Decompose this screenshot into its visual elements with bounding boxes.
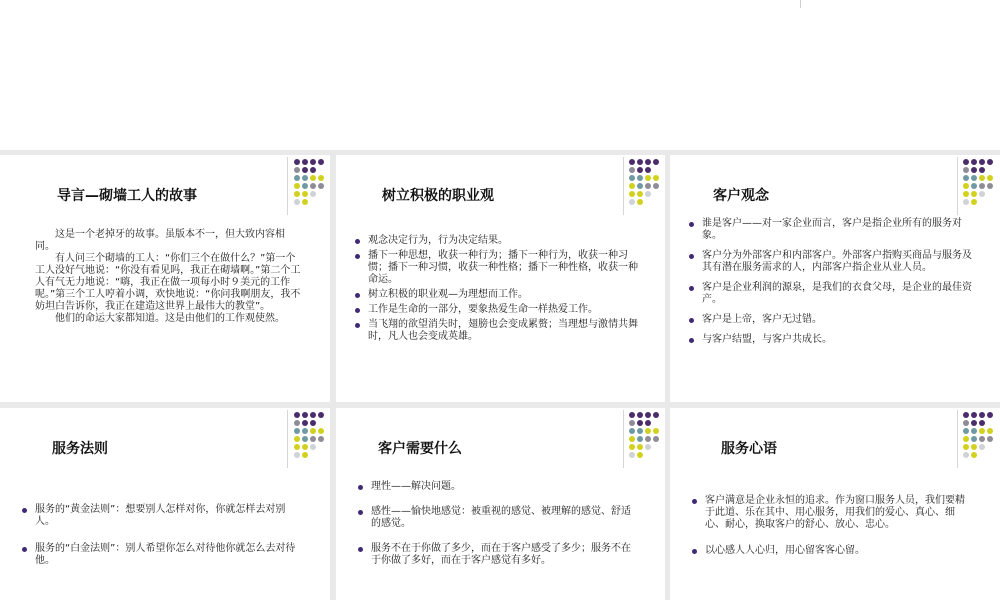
dot — [302, 183, 308, 189]
dot — [979, 428, 985, 434]
dot — [645, 436, 651, 442]
slide-title: 服务心语 — [721, 441, 777, 457]
dot — [318, 175, 324, 181]
dot — [637, 199, 643, 205]
dot — [653, 183, 659, 189]
top-divider — [800, 0, 801, 8]
list-item: 客户是上帝，客户无过错。 — [689, 314, 981, 326]
slide-title: 服务法则 — [52, 441, 108, 457]
list-item: 工作是生命的一部分，要象热爱生命一样热爱工作。 — [355, 304, 645, 316]
dot — [310, 167, 316, 173]
dot — [310, 452, 316, 458]
dot — [294, 175, 300, 181]
dot — [318, 191, 324, 197]
dot — [653, 420, 659, 426]
dot — [963, 452, 969, 458]
dot — [653, 428, 659, 434]
dot — [979, 199, 985, 205]
dot-grid-icon — [294, 159, 324, 205]
dot — [294, 199, 300, 205]
dot — [963, 175, 969, 181]
dot — [629, 452, 635, 458]
dot — [979, 412, 985, 418]
list-item: 播下一种思想，收获一种行为；播下一种行为，收获一种习惯；播下一种习惯，收获一种性格；播下一种性格，收获一种命运。 — [355, 250, 645, 286]
dot — [987, 436, 993, 442]
dot — [629, 159, 635, 165]
dot — [963, 436, 969, 442]
dot — [294, 159, 300, 165]
dot — [979, 452, 985, 458]
dot — [653, 159, 659, 165]
story-paragraph: 这是一个老掉牙的故事。虽版本不一，但大致内容相同。 — [35, 229, 285, 252]
dot — [979, 175, 985, 181]
dot — [645, 444, 651, 450]
dot — [629, 444, 635, 450]
story-paragraph: 他们的命运大家都知道。这是由他们的工作观使然。 — [55, 313, 285, 324]
bullet-list — [355, 235, 645, 343]
slide-thumbnail-2[interactable] — [336, 155, 665, 402]
dot — [987, 159, 993, 165]
dot — [302, 167, 308, 173]
dot — [637, 183, 643, 189]
dot — [971, 452, 977, 458]
dot — [963, 444, 969, 450]
dot — [963, 159, 969, 165]
dot-grid-icon — [629, 412, 659, 458]
dot — [987, 420, 993, 426]
dot — [637, 452, 643, 458]
dot — [963, 167, 969, 173]
dot — [971, 183, 977, 189]
dot — [318, 412, 324, 418]
dot — [318, 183, 324, 189]
dot — [629, 167, 635, 173]
list-item: 客户分为外部客户和内部客户。外部客户指购买商品与服务及其有潜在服务需求的人，内部客户指企业从业人员。 — [689, 250, 981, 274]
dot — [987, 183, 993, 189]
dot — [979, 436, 985, 442]
list-item: 理性——解决问题。 — [358, 481, 634, 493]
dot — [302, 436, 308, 442]
slide-title: 导言—砌墙工人的故事 — [57, 188, 197, 204]
dot — [653, 452, 659, 458]
dot — [971, 191, 977, 197]
dot — [318, 167, 324, 173]
dot — [637, 175, 643, 181]
dot — [987, 167, 993, 173]
dot — [645, 159, 651, 165]
list-item: 树立积极的职业观—为理想而工作。 — [355, 289, 645, 301]
dot — [629, 191, 635, 197]
dot — [294, 167, 300, 173]
dot — [294, 183, 300, 189]
dot — [963, 420, 969, 426]
dot — [963, 183, 969, 189]
dot — [653, 167, 659, 173]
dot — [971, 444, 977, 450]
dot — [318, 452, 324, 458]
slide-title: 客户需要什么 — [378, 441, 462, 457]
dot — [645, 452, 651, 458]
dot — [637, 420, 643, 426]
dot — [629, 183, 635, 189]
list-item: 服务的“白金法则”：别人希望你怎么对待他你就怎么去对待他。 — [22, 543, 304, 567]
dot — [971, 159, 977, 165]
dot — [318, 420, 324, 426]
dot-grid-icon — [963, 412, 993, 458]
bullet-list — [358, 481, 634, 567]
dot — [653, 444, 659, 450]
dot — [645, 175, 651, 181]
bullet-list — [692, 495, 974, 557]
list-item: 感性——愉快地感觉：被重视的感觉、被理解的感觉、舒适的感觉。 — [358, 506, 634, 530]
slide-thumbnail-3[interactable] — [670, 155, 1000, 402]
dot — [979, 420, 985, 426]
slide-thumbnail-1[interactable] — [0, 155, 330, 402]
dot — [637, 167, 643, 173]
dot — [302, 175, 308, 181]
dot — [302, 452, 308, 458]
dot — [971, 412, 977, 418]
dot — [637, 444, 643, 450]
slide-thumbnail-6[interactable] — [670, 408, 1000, 600]
dot — [963, 428, 969, 434]
list-item: 服务不在于你做了多少，而在于客户感受了多少；服务不在于你做了多好，而在于客户感觉有多好。 — [358, 543, 634, 567]
dot — [987, 191, 993, 197]
dot — [318, 436, 324, 442]
dot — [979, 167, 985, 173]
bullet-list — [689, 218, 981, 346]
dot — [979, 444, 985, 450]
dot — [310, 191, 316, 197]
list-item: 与客户结盟，与客户共成长。 — [689, 334, 981, 346]
dot — [971, 167, 977, 173]
dot — [310, 436, 316, 442]
dot-grid-icon — [294, 412, 324, 458]
slide-title: 树立积极的职业观 — [382, 188, 494, 204]
dot — [302, 444, 308, 450]
dot — [653, 436, 659, 442]
dot — [310, 175, 316, 181]
dot — [963, 412, 969, 418]
list-item: 谁是客户——对一家企业而言，客户是指企业所有的服务对象。 — [689, 218, 981, 242]
dot — [653, 191, 659, 197]
slide-divider-line — [623, 157, 624, 215]
slide-thumbnail-4[interactable] — [0, 408, 330, 600]
dot — [310, 199, 316, 205]
dot — [645, 412, 651, 418]
list-item: 当飞翔的欲望消失时，翅膀也会变成累赘；当理想与激情共舞时，凡人也会变成英雄。 — [355, 319, 645, 343]
dot — [971, 436, 977, 442]
list-item: 观念决定行为，行为决定结果。 — [355, 235, 645, 247]
dot — [987, 428, 993, 434]
story-text — [35, 229, 301, 325]
dot — [294, 444, 300, 450]
dot — [318, 444, 324, 450]
dot — [987, 199, 993, 205]
dot — [294, 412, 300, 418]
top-blank-slide — [0, 0, 1000, 150]
bullet-list — [22, 504, 304, 567]
list-item: 客户满意是企业永恒的追求。作为窗口服务人员，我们要精于此道、乐在其中、用心服务，用我们的爱心、真心、细心、耐心，换取客户的舒心、放心、忠心。 — [692, 495, 974, 531]
dot — [302, 420, 308, 426]
dot — [979, 183, 985, 189]
dot — [294, 420, 300, 426]
dot — [302, 191, 308, 197]
dot — [294, 191, 300, 197]
dot — [310, 420, 316, 426]
dot — [294, 428, 300, 434]
dot — [318, 199, 324, 205]
dot — [310, 159, 316, 165]
dot — [963, 191, 969, 197]
dot — [645, 191, 651, 197]
dot — [637, 191, 643, 197]
list-item: 客户是企业利润的源泉，是我们的衣食父母，是企业的最佳资产。 — [689, 282, 981, 306]
dot — [302, 412, 308, 418]
dot — [302, 159, 308, 165]
dot — [310, 183, 316, 189]
dot — [987, 444, 993, 450]
dot — [629, 420, 635, 426]
dot-grid-icon — [629, 159, 659, 205]
dot — [987, 412, 993, 418]
dot — [637, 428, 643, 434]
dot — [645, 428, 651, 434]
slide-divider-line — [287, 410, 288, 468]
dot — [294, 436, 300, 442]
dot — [629, 175, 635, 181]
dot — [629, 428, 635, 434]
slide-divider-line — [957, 157, 958, 215]
dot — [971, 428, 977, 434]
dot — [971, 175, 977, 181]
dot — [637, 412, 643, 418]
dot — [629, 199, 635, 205]
dot — [629, 412, 635, 418]
dot — [987, 452, 993, 458]
dot — [987, 175, 993, 181]
dot — [971, 199, 977, 205]
dot — [637, 436, 643, 442]
dot — [629, 436, 635, 442]
dot — [971, 420, 977, 426]
dot — [318, 428, 324, 434]
list-item: 服务的“黄金法则”：想要别人怎样对你，你就怎样去对别人。 — [22, 504, 304, 528]
slide-thumbnail-5[interactable] — [336, 408, 665, 600]
dot — [653, 175, 659, 181]
dot — [653, 412, 659, 418]
dot — [302, 428, 308, 434]
slide-divider-line — [957, 410, 958, 468]
dot — [645, 199, 651, 205]
dot — [979, 191, 985, 197]
dot — [310, 444, 316, 450]
dot — [645, 167, 651, 173]
dot-grid-icon — [963, 159, 993, 205]
story-paragraph: 有人问三个砌墙的工人：“你们三个在做什么？”第一个工人没好气地说：“你没有看见吗，我正在砌墙啊。”第二个工人有气无力地说：“嗨，我正在做一项每小时９美元的工作呢。”第三个工人哼着小调，欢快地说：“你问我啊朋友，我不妨坦白告诉你，我正在建造这世界上最伟大的教堂”。 — [35, 253, 301, 312]
dot — [653, 199, 659, 205]
dot — [979, 159, 985, 165]
list-item: 以心感人人心归，用心留客客心留。 — [692, 545, 974, 557]
dot — [645, 183, 651, 189]
dot — [963, 199, 969, 205]
dot — [302, 199, 308, 205]
dot — [318, 159, 324, 165]
dot — [637, 159, 643, 165]
slide-title: 客户观念 — [713, 188, 769, 204]
dot — [294, 452, 300, 458]
dot — [310, 428, 316, 434]
slide-divider-line — [287, 157, 288, 215]
dot — [310, 412, 316, 418]
slide-divider-line — [623, 410, 624, 468]
dot — [645, 420, 651, 426]
